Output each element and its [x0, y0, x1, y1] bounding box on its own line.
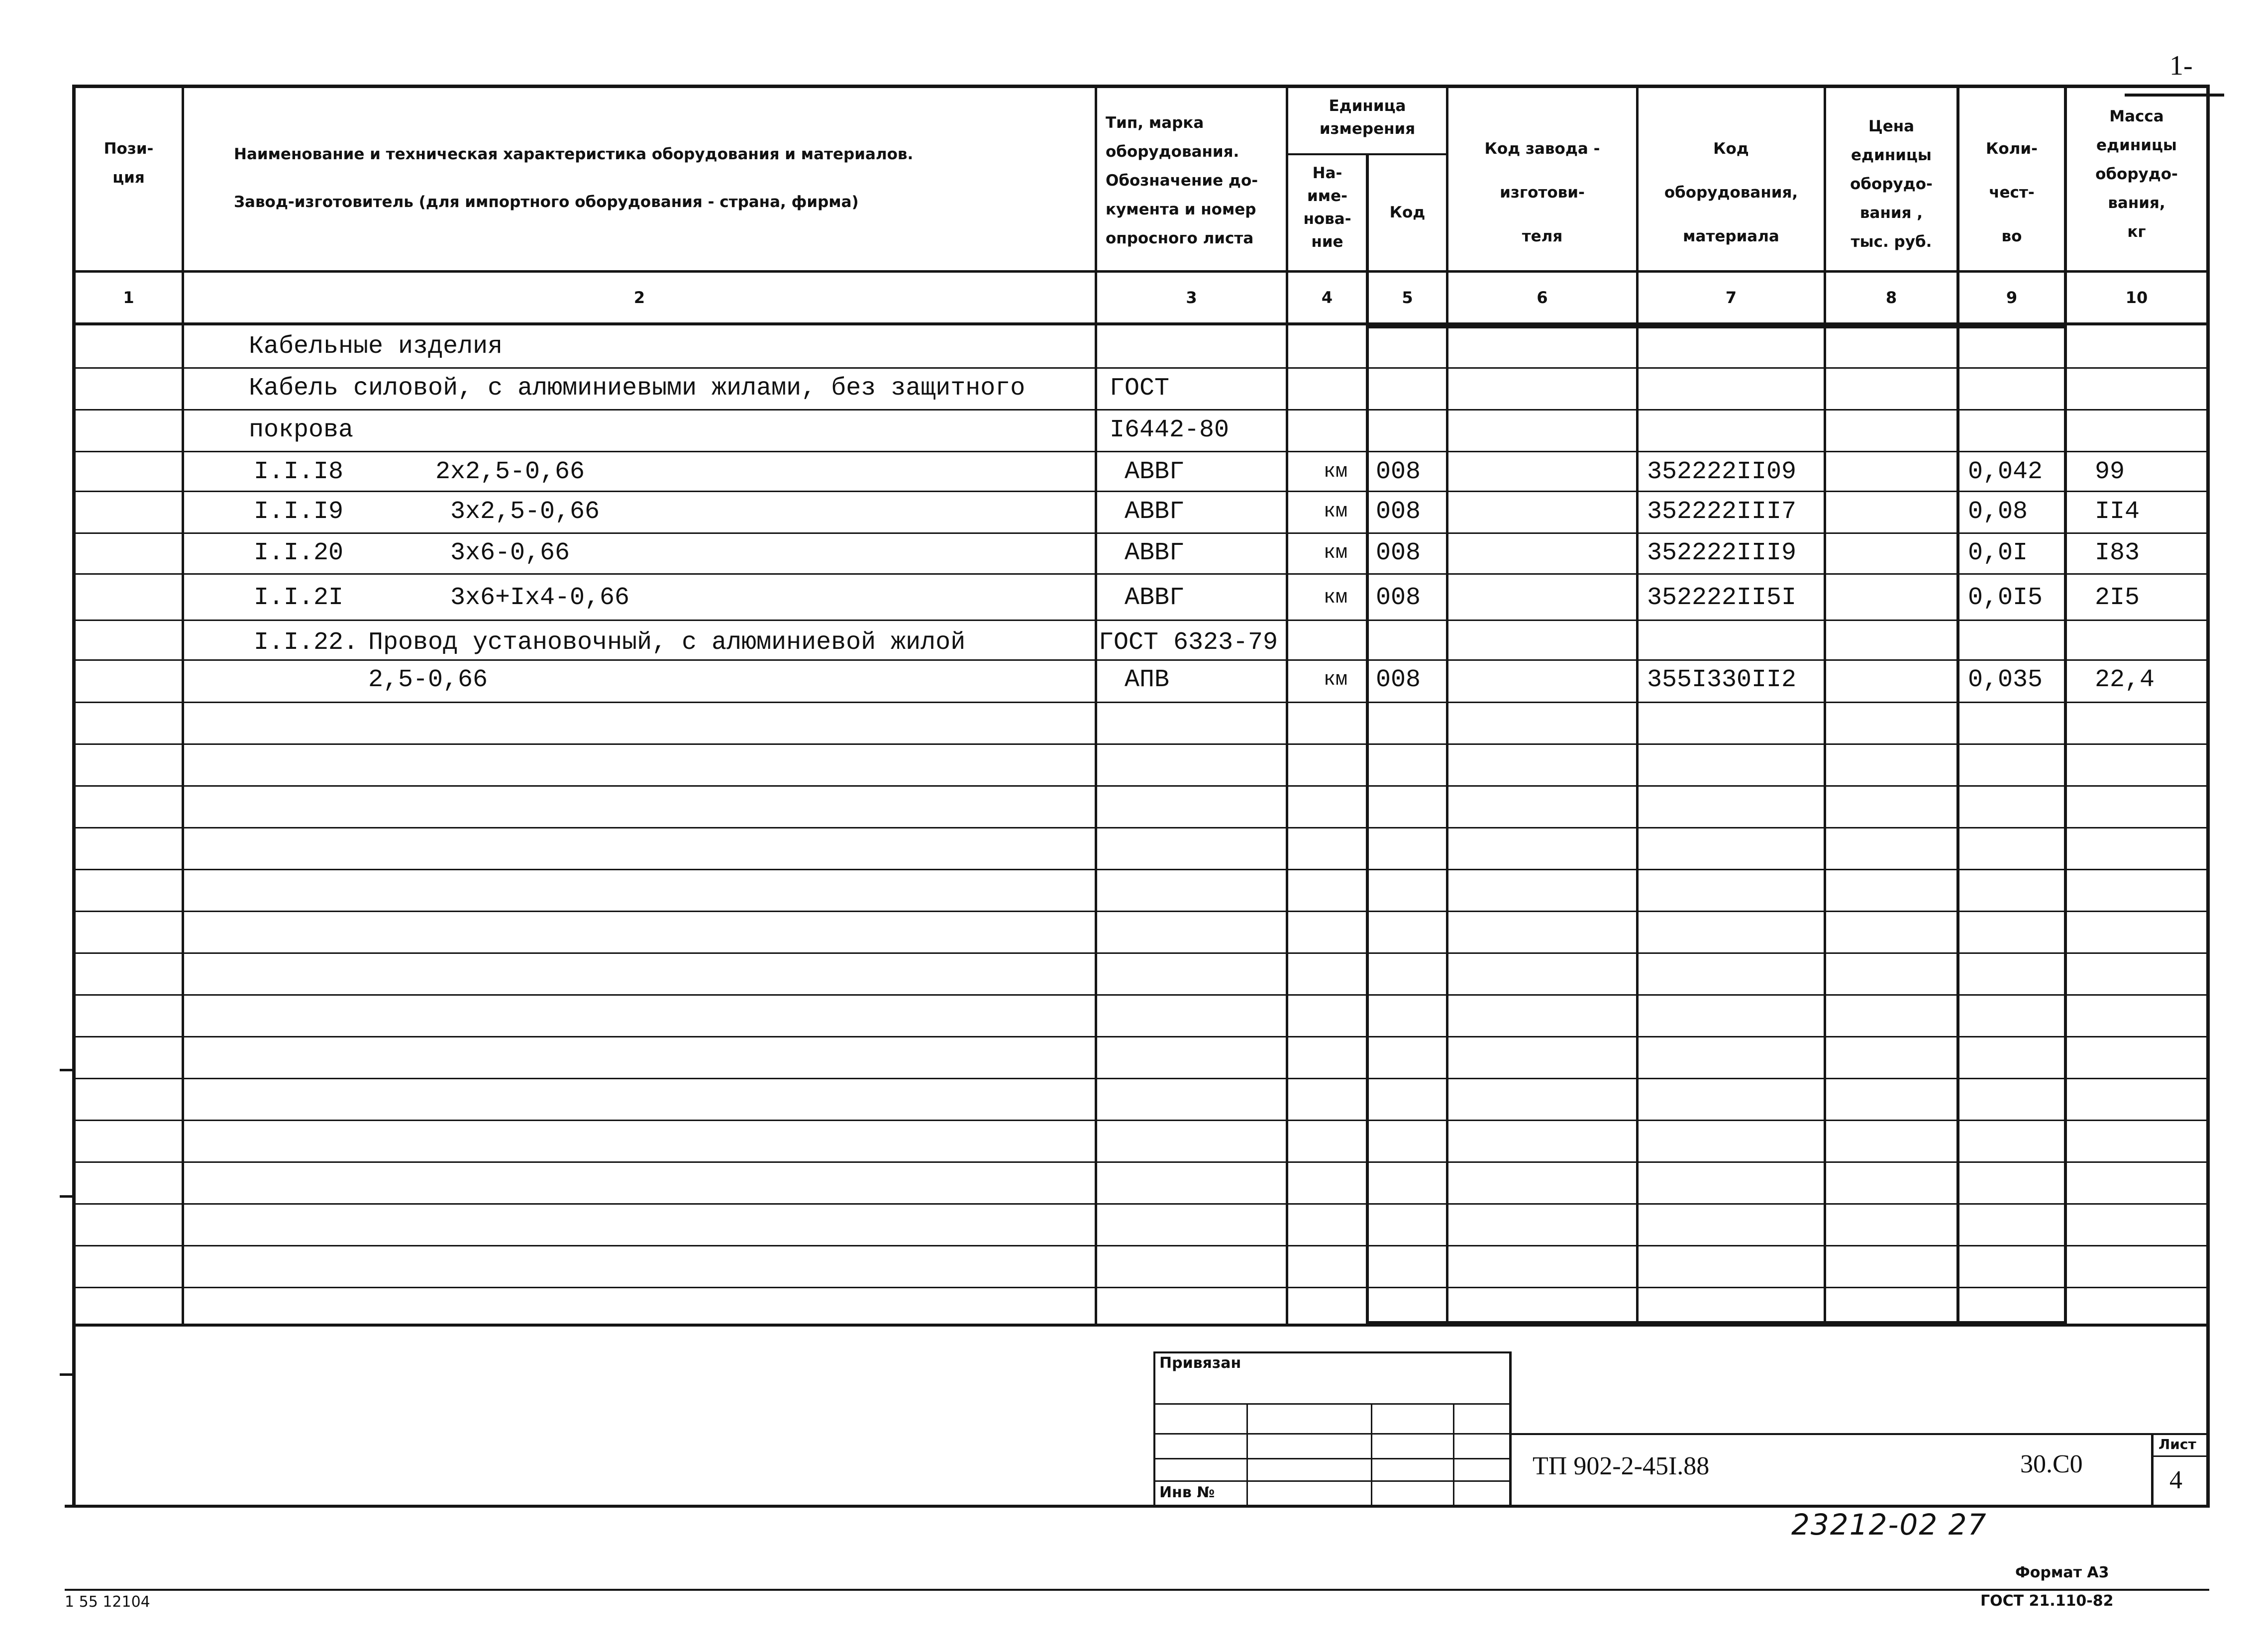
margin-tick	[60, 1069, 74, 1071]
col-line-1	[182, 85, 184, 1327]
footer-gost: ГОСТ 21.110-82	[1980, 1592, 2114, 1610]
stamp-main-top	[1509, 1433, 2210, 1435]
row-qty: 0,0I5	[1968, 584, 2043, 612]
colnum-8: 8	[1885, 288, 1897, 307]
frame-left	[72, 85, 76, 1508]
col-line-6	[1636, 85, 1639, 1327]
col-line-2	[1095, 85, 1097, 1327]
corner-mark: 1-	[2169, 50, 2193, 81]
row-qty: 0,035	[1968, 666, 2043, 694]
row-separator	[72, 743, 2210, 745]
row-mass: 2I5	[2095, 584, 2140, 612]
row-type: ГОСТ	[1110, 374, 1170, 403]
colnum-5: 5	[1402, 288, 1413, 307]
row-type: АПВ	[1125, 666, 1170, 694]
row-name: 2x2,5-0,66	[435, 458, 585, 486]
row-name: покрова	[249, 416, 354, 444]
row-separator	[72, 952, 2210, 954]
inner-frame-top	[1366, 325, 2067, 328]
row-name: 3x2,5-0,66	[450, 498, 600, 526]
row-unit: км	[1324, 669, 1348, 691]
colnum-9: 9	[2006, 288, 2018, 307]
footer-format: Формат А3	[2015, 1564, 2109, 1581]
row-mass: II4	[2095, 498, 2140, 526]
stamp-row3	[1153, 1458, 1512, 1459]
margin-tick	[60, 1373, 74, 1376]
row-type: АВВГ	[1125, 584, 1185, 612]
row-code: 355I330II2	[1647, 666, 1797, 694]
row-separator	[72, 702, 2210, 703]
row-name: 3x6+Ix4-0,66	[450, 584, 630, 612]
frame-top	[72, 85, 2210, 88]
header-col8: Цена единицы оборудо- вания , тыс. руб.	[1850, 117, 1933, 251]
col-line-7	[1824, 85, 1826, 1327]
row-unit-code: 008	[1376, 498, 1421, 526]
row-qty: 0,08	[1968, 498, 2028, 526]
row-pos: I.I.22.	[254, 628, 359, 657]
stamp-vsplit2	[1371, 1403, 1372, 1506]
header-col4: На- име- нова- ние	[1303, 164, 1351, 251]
colnum-2: 2	[633, 288, 645, 307]
row-pos: I.I.I9	[254, 498, 344, 526]
row-code: 352222III7	[1647, 498, 1797, 526]
stamp-vsplit3	[1453, 1403, 1454, 1506]
header-col1: Пози- ция	[103, 140, 154, 187]
row-type: АВВГ	[1125, 458, 1185, 486]
row-pos: I.I.2I	[254, 584, 344, 612]
stamp-row2	[1153, 1433, 1512, 1435]
row-code: 352222II5I	[1647, 584, 1797, 612]
row-separator	[72, 785, 2210, 787]
row-separator	[72, 1245, 2210, 1246]
row-separator	[72, 1287, 2210, 1288]
row-unit: км	[1324, 461, 1348, 483]
sheet-cell-left	[2151, 1433, 2154, 1508]
header-col10: Масса единицы оборудо- вания, кг	[2095, 107, 2178, 241]
footer-line	[65, 1589, 2209, 1591]
row-separator	[72, 1203, 2210, 1205]
stamp-top	[1153, 1351, 1512, 1353]
stamp-row1	[1153, 1403, 1512, 1405]
row-name: Кабель силовой, с алюминиевыми жилами, без защитного	[249, 374, 1026, 403]
header-col5: Код	[1389, 204, 1426, 221]
col-line-8	[1956, 85, 1959, 1327]
row-separator	[72, 1078, 2210, 1079]
row-unit: км	[1324, 501, 1348, 523]
row-type: I6442-80	[1110, 416, 1230, 444]
row-code: 352222III9	[1647, 539, 1797, 567]
header-col7: Код оборудования, материала	[1664, 140, 1798, 245]
row-type: АВВГ	[1125, 498, 1185, 526]
unit-group-split	[1286, 153, 1448, 155]
row-qty: 0,0I	[1968, 539, 2028, 567]
footer-left-code: 1 55 12104	[65, 1593, 150, 1611]
row-name: 3x6-0,66	[450, 539, 570, 567]
row-pos: I.I.20	[254, 539, 344, 567]
colnum-1: 1	[123, 288, 134, 307]
stamp-right	[1509, 1351, 1512, 1508]
row-separator	[72, 911, 2210, 912]
stamp-row4	[1153, 1480, 1512, 1482]
row-mass: 22,4	[2095, 666, 2155, 694]
header-col3: Тип, марка оборудования. Обозначение до- кумента и номер опросного листа	[1106, 114, 1258, 247]
inner-frame-bottom	[1366, 1321, 2067, 1325]
margin-tick	[60, 1195, 74, 1198]
colnum-10: 10	[2125, 288, 2148, 307]
stamp-vsplit1	[1246, 1403, 1248, 1506]
row-code: 352222II09	[1647, 458, 1797, 486]
handwritten-number: 23212-02 27	[1791, 1508, 1987, 1542]
colnum-7: 7	[1725, 288, 1737, 307]
doc-section: 30.С0	[2020, 1450, 2083, 1478]
row-type: АВВГ	[1125, 539, 1185, 567]
row-separator	[72, 869, 2210, 870]
stamp-inv-label: Инв №	[1159, 1484, 1215, 1501]
row-unit-code: 008	[1376, 539, 1421, 567]
row-pos: I.I.I8	[254, 458, 344, 486]
header-unit-group: Единица измерения	[1319, 97, 1416, 138]
colnum-3: 3	[1186, 288, 1197, 307]
row-separator	[72, 1120, 2210, 1121]
row-unit-code: 008	[1376, 458, 1421, 486]
stamp-left	[1153, 1351, 1155, 1508]
row-separator	[72, 1161, 2210, 1163]
colnum-6: 6	[1537, 288, 1548, 307]
frame-right	[2206, 85, 2210, 1508]
colnum-4: 4	[1321, 288, 1333, 307]
row-name: Кабельные изделия	[249, 332, 503, 361]
row-mass: I83	[2095, 539, 2140, 567]
row-separator	[72, 620, 2210, 621]
row-type: ГОСТ 6323-79	[1099, 628, 1278, 657]
col-line-4	[1366, 154, 1369, 1324]
row-name: 2,5-0,66	[368, 666, 488, 694]
row-qty: 0,042	[1968, 458, 2043, 486]
row-separator	[72, 1036, 2210, 1037]
row-name: Провод установочный, с алюминиевой жилой	[368, 628, 966, 657]
row-mass: 99	[2095, 458, 2125, 486]
stamp-linked-label: Привязан	[1159, 1354, 1241, 1372]
sheet-label: Лист	[2159, 1436, 2196, 1452]
col-line-9	[2064, 85, 2067, 1327]
row-separator	[72, 994, 2210, 996]
sheet-number: 4	[2169, 1466, 2182, 1494]
doc-code: ТП 902-2-45I.88	[1533, 1452, 1710, 1480]
row-unit-code: 008	[1376, 584, 1421, 612]
header-col2: Наименование и техническая характеристика оборудования и материалов. Завод-изготовитель (для импортного оборудования - страна, фирма)	[234, 145, 914, 211]
col-line-3	[1286, 85, 1288, 1327]
col-line-5	[1446, 85, 1448, 1327]
row-unit-code: 008	[1376, 666, 1421, 694]
row-unit: км	[1324, 542, 1348, 564]
header-col9: Коли- чест- во	[1986, 140, 2038, 245]
sheet-cell-split	[2151, 1455, 2210, 1457]
row-unit: км	[1324, 587, 1348, 609]
row-separator	[72, 827, 2210, 828]
header-col6: Код завода - изготови- теля	[1484, 140, 1600, 245]
